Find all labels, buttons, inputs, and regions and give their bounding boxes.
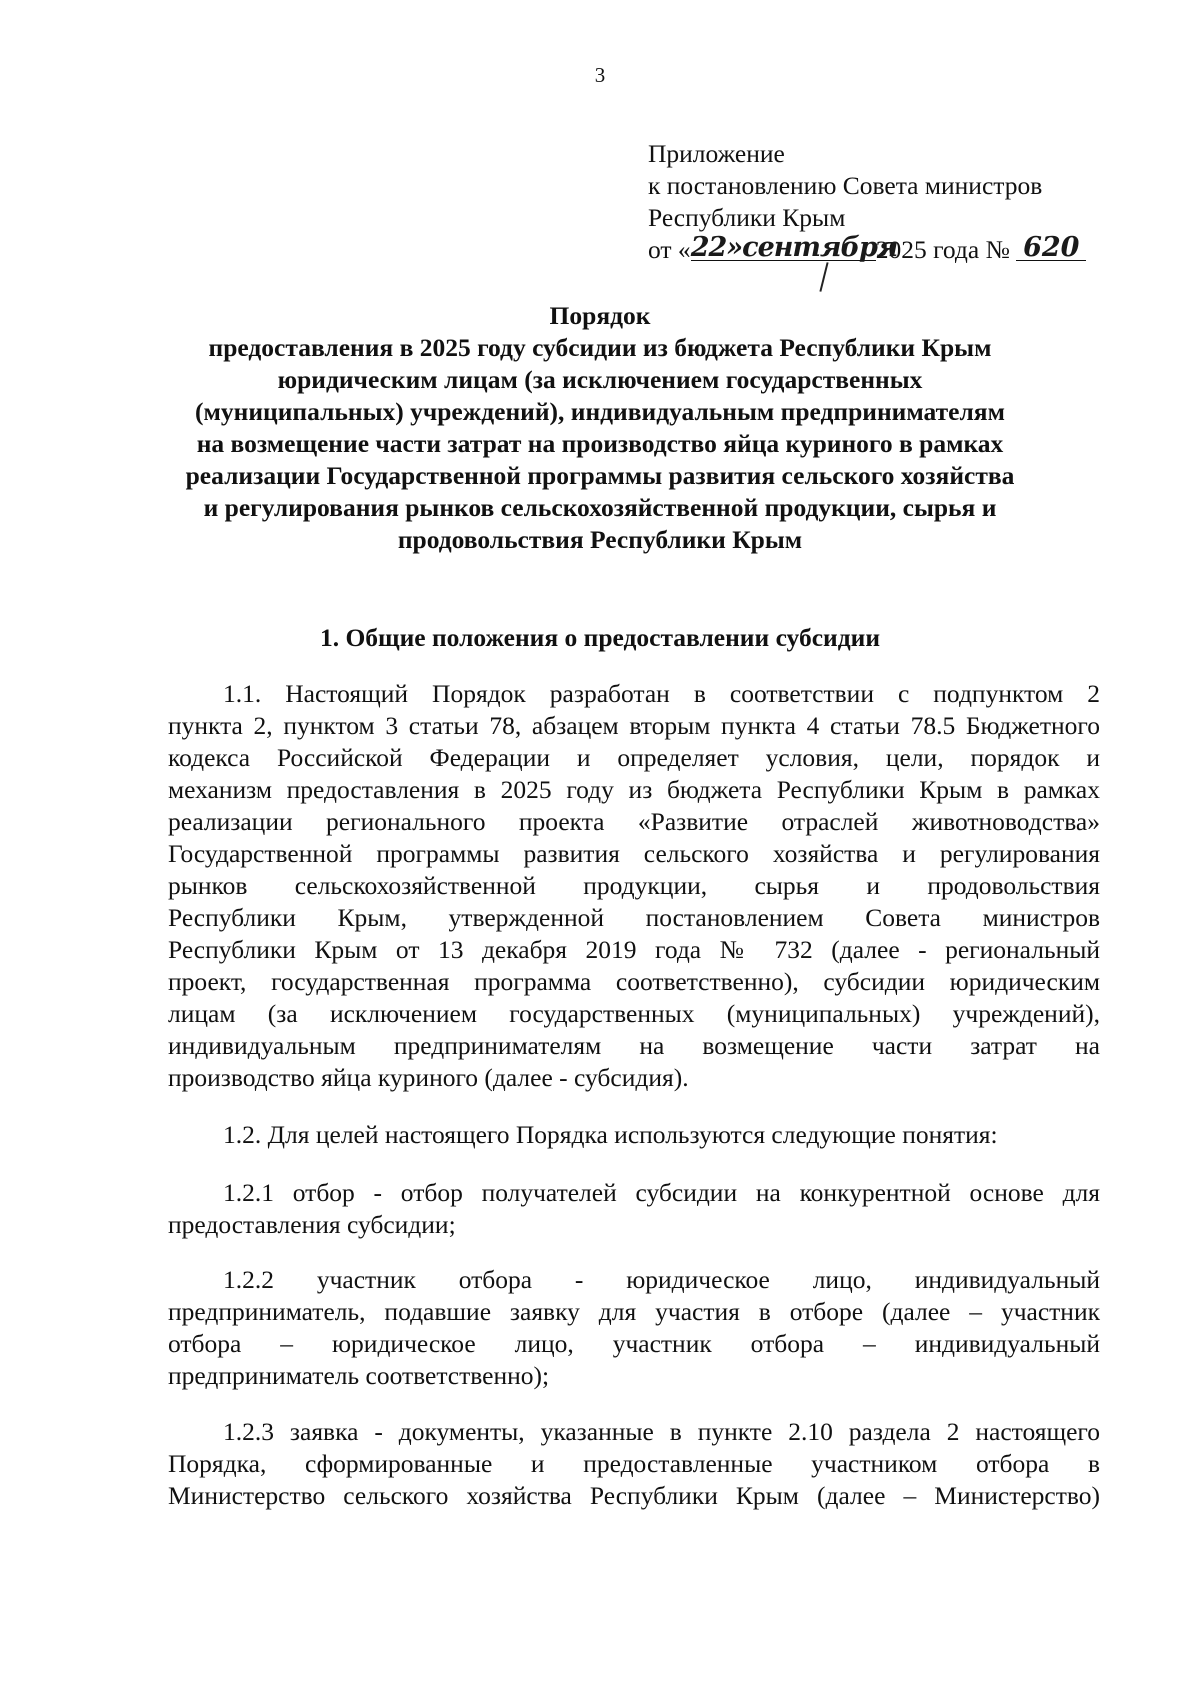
paragraph-line: рынков сельскохозяйственной продукции, сырья и продовольствия: [168, 871, 1100, 900]
paragraph-line: лицам (за исключением государственных (муниципальных) учреждений),: [168, 999, 1100, 1028]
paragraph-line: Республики Крым, утвержденной постановлением Совета министров: [168, 903, 1100, 932]
document-title: [150, 300, 1050, 556]
title-line: на возмещение части затрат на производство яйца куриного в рамках: [196, 429, 1004, 458]
appendix-line-2: к постановлению Совета министров: [648, 171, 1043, 200]
appendix-line-3: Республики Крым: [648, 203, 846, 232]
paragraph-line: реализации регионального проекта «Развитие отраслей животноводства»: [168, 807, 1100, 836]
paragraph-line: проект, государственная программа соответственно), субсидии юридическим: [168, 967, 1100, 996]
paragraph-1-1: [168, 678, 1100, 1094]
title-line: реализации Государственной программы развития сельского хозяйства: [185, 461, 1015, 490]
title-line: Порядок: [549, 301, 651, 330]
paragraph-line: 1.2.2 участник отбора - юридическое лицо, индивидуальный: [223, 1265, 1100, 1294]
appendix-block: [648, 138, 1168, 266]
paragraph-line: 1.2.1 отбор - отбор получателей субсидии на конкурентной основе для: [223, 1178, 1100, 1207]
section-heading: 1. Общие положения о предоставлении субсидии: [319, 623, 881, 652]
paragraph-line: Республики Крым от 13 декабря 2019 года № 732 (далее - региональный: [168, 935, 1100, 964]
title-line: продовольствия Республики Крым: [397, 525, 803, 554]
paragraph-1-2: [168, 1119, 1100, 1151]
paragraph-line: Порядка, сформированные и предоставленные участником отбора в: [168, 1449, 1100, 1478]
paragraph-line: Министерство сельского хозяйства Республики Крым (далее – Министерство): [168, 1481, 1100, 1510]
date-prefix: от «: [648, 235, 691, 264]
paragraph-1-2-3: [168, 1416, 1100, 1512]
paragraph-line: Государственной программы развития сельского хозяйства и регулирования: [168, 839, 1100, 868]
paragraph-line: предприниматель, подавшие заявку для участия в отборе (далее – участник: [168, 1297, 1100, 1326]
pen-stroke: [819, 262, 828, 292]
appendix-date-line: [648, 234, 1168, 266]
paragraph-line: механизм предоставления в 2025 году из бюджета Республики Крым в рамках: [168, 775, 1100, 804]
paragraph-1-2-2: [168, 1264, 1100, 1392]
paragraph-line: пункта 2, пунктом 3 статьи 78, абзацем вторым пункта 4 статьи 78.5 Бюджетного: [168, 711, 1100, 740]
paragraph-1-2-1: [168, 1177, 1100, 1241]
date-year: 2025 года №: [875, 235, 1010, 264]
appendix-line-1: Приложение: [648, 139, 785, 168]
paragraph-line: индивидуальным предпринимателям на возмещение части затрат на: [168, 1031, 1100, 1060]
title-line: предоставления в 2025 году субсидии из бюджета Республики Крым: [208, 333, 992, 362]
title-line: (муниципальных) учреждений), индивидуальным предпринимателям: [195, 397, 1005, 426]
handwritten-date: 22»сентября: [690, 232, 898, 263]
paragraph-line: 1.1. Настоящий Порядок разработан в соответствии с подпунктом 2: [223, 679, 1100, 708]
paragraph-line: отбора – юридическое лицо, участник отбора – индивидуальный: [168, 1329, 1100, 1358]
paragraph-line: производство яйца куриного (далее - субсидия).: [168, 1063, 689, 1092]
paragraph-line: предприниматель соответственно);: [168, 1361, 550, 1390]
paragraph-line: предоставления субсидии;: [168, 1210, 456, 1239]
paragraph-line: 1.2. Для целей настоящего Порядка используются следующие понятия:: [223, 1120, 998, 1149]
paragraph-line: 1.2.3 заявка - документы, указанные в пункте 2.10 раздела 2 настоящего: [223, 1417, 1100, 1446]
handwritten-number: 620: [1016, 236, 1086, 261]
title-line: юридическим лицам (за исключением государственных: [277, 365, 923, 394]
page-number: 3: [594, 63, 606, 87]
title-line: и регулирования рынков сельскохозяйственной продукции, сырья и: [203, 493, 997, 522]
paragraph-line: кодекса Российской Федерации и определяет условия, цели, порядок и: [168, 743, 1100, 772]
